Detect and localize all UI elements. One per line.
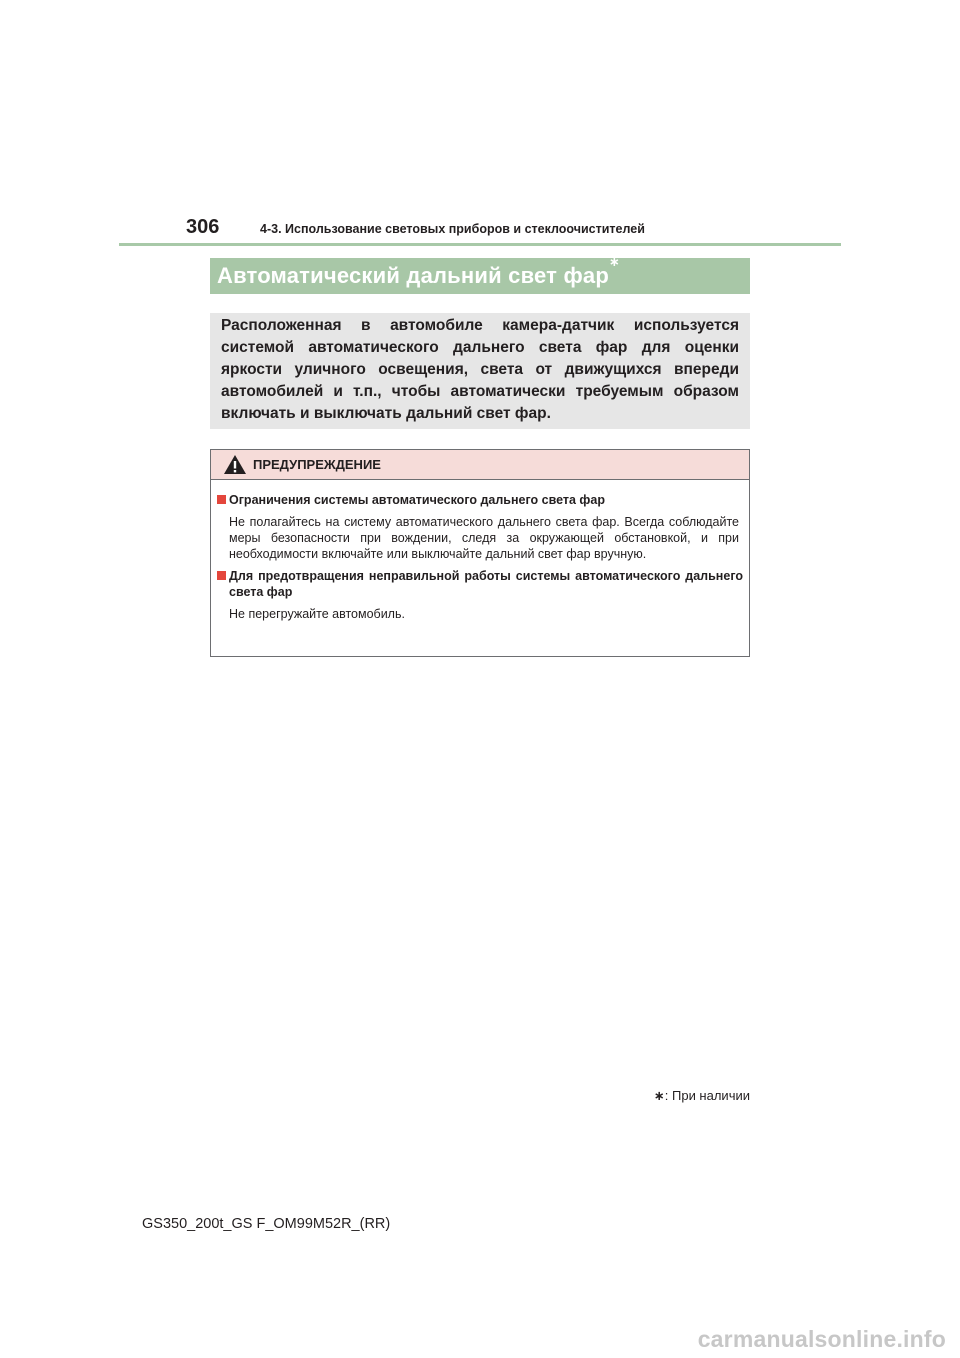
warning-item-text: Не перегружайте автомобиль. [229,607,405,621]
warning-header [211,450,749,480]
section-title-bar [210,254,750,294]
intro-text: Расположенная в автомобиле камера-датчик используется системой автоматического дальнего света фар для оценки яркости уличного освещения, света от движущихся впереди автомобилей и т.п., чтобы автоматически требуемым образом включать и выключать дальний свет фар. [221,317,739,422]
warning-title: ПРЕДУПРЕЖДЕНИЕ [253,457,381,472]
asterisk-icon: ∗ [653,1088,665,1103]
intro-box [210,313,750,429]
page-number: 306 [186,216,220,238]
warning-triangle-icon [223,454,247,475]
document-id: GS350_200t_GS F_OM99M52R_(RR) [142,1216,391,1232]
warning-item-heading: Ограничения системы автоматического дальнего света фар [229,493,605,507]
warning-item [217,492,743,562]
square-bullet-icon [217,571,226,580]
square-bullet-icon [217,495,226,504]
header-rule [119,243,841,246]
section-title: Автоматический дальний свет фар [217,263,609,288]
section-header: 4-3. Использование световых приборов и стеклоочистителей [260,222,645,236]
warning-box [210,449,750,657]
watermark: carmanualsonline.info [697,1326,946,1352]
asterisk-marker: ∗ [608,254,620,269]
warning-item-text: Не полагайтесь на систему автоматического дальнего света фар. Всегда соблюдайте меры безопасности при вождении, следя за окружающей обстановкой, и при необходимости включайте или выключайте дальний свет фар вручную. [229,515,739,561]
footnote [654,1088,750,1104]
footnote-text: : При наличии [664,1088,750,1103]
warning-item-heading: Для предотвращения неправильной работы системы автоматического дальнего света фар [229,569,743,599]
warning-item [217,568,743,622]
warning-body [211,480,749,622]
